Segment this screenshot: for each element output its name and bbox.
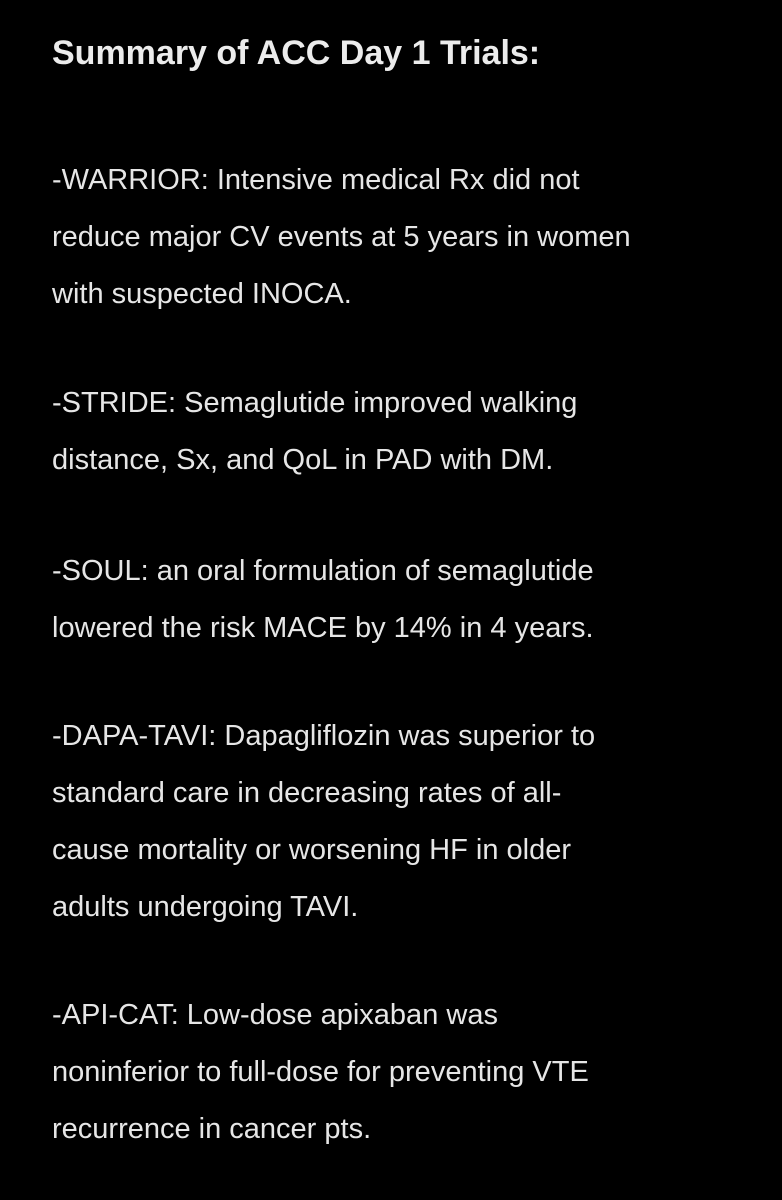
text-line: lowered the risk MACE by 14% in 4 years.	[52, 612, 594, 644]
text-line: -SOUL: an oral formulation of semaglutide	[52, 555, 594, 587]
text-line: -API-CAT: Low-dose apixaban was	[52, 999, 498, 1031]
text-line: -STRIDE: Semaglutide improved walking	[52, 387, 578, 419]
text-line: reduce major CV events at 5 years in women	[52, 221, 631, 253]
trial-summary-api-cat	[52, 987, 589, 1158]
text-line: standard care in decreasing rates of all-	[52, 777, 562, 809]
text-line: recurrence in cancer pts.	[52, 1113, 372, 1145]
text-line: -DAPA-TAVI: Dapagliflozin was superior to	[52, 720, 596, 752]
note-title: Summary of ACC Day 1 Trials:	[52, 34, 541, 72]
text-line: distance, Sx, and QoL in PAD with DM.	[52, 444, 554, 476]
text-line: with suspected INOCA.	[52, 278, 352, 310]
trial-summary-soul	[52, 543, 594, 657]
trial-summary-dapa-tavi	[52, 708, 595, 936]
text-line: cause mortality or worsening HF in older	[52, 834, 571, 866]
trial-summary-stride	[52, 375, 577, 489]
text-line: adults undergoing TAVI.	[52, 891, 359, 923]
text-line: -WARRIOR: Intensive medical Rx did not	[52, 164, 580, 196]
trial-summary-warrior	[52, 152, 631, 323]
text-line: noninferior to full-dose for preventing VTE	[52, 1056, 589, 1088]
